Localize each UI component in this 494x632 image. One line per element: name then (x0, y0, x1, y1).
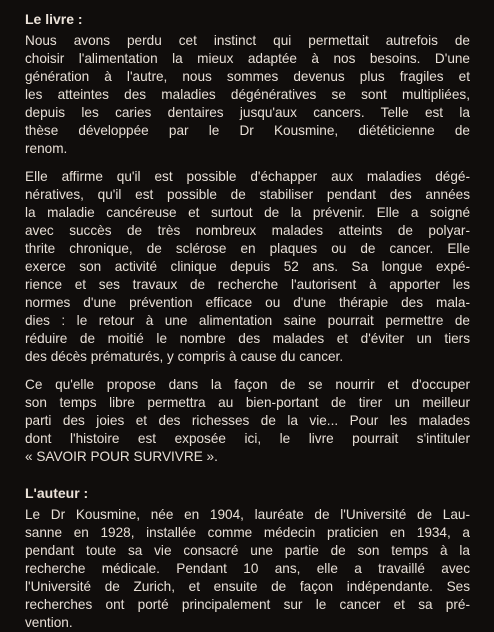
text-line: sanne en 1928, installée comme médecin praticien en 1934, a (25, 525, 470, 540)
book-paragraph-1 (25, 32, 470, 158)
text-line: normes d'une prévention efficace ou d'une thérapie des mala- (25, 295, 470, 310)
text-line: réduire de moitié le nombre des malades et d'éviter un tiers (25, 331, 470, 346)
text-line: la maladie cancéreuse et surtout de la prévenir. Elle a soigné (25, 205, 470, 220)
text-line: choisir l'alimentation la mieux adaptée à nos besoins. D'une (25, 51, 470, 66)
text-line: l'Université de Zurich, et ensuite de façon indépendante. Ses (25, 579, 470, 594)
text-line: génération à l'autre, nous sommes devenus plus fragiles et (25, 69, 470, 84)
text-line: Nous avons perdu cet instinct qui permettait autrefois de (25, 33, 470, 48)
text-line: nératives, qu'il est possible de stabiliser pendant des années (25, 187, 470, 202)
text-line: des décès prématurés, y compris à cause du cancer. (25, 349, 344, 364)
text-line: vention. (25, 615, 73, 630)
book-heading: Le livre : (25, 11, 83, 27)
text-line: depuis les caries dentaires jusqu'aux cancers. Telle est la (25, 105, 470, 120)
text-line: Ce qu'elle propose dans la façon de se nourrir et d'occuper (25, 377, 470, 392)
text-line: « SAVOIR POUR SURVIVRE ». (25, 449, 218, 464)
text-line: dont l'histoire est exposée ici, le livre pourrait s'intituler (25, 431, 470, 446)
text-line: rience et ses travaux de recherche l'autorisent à apporter les (25, 277, 470, 292)
text-line: parti des joies et des richesses de la vie... Pour les malades (25, 413, 470, 428)
text-line: son temps libre permettra au bien-portant de tirer un meilleur (25, 395, 470, 410)
text-line: dies : le retour à une alimentation saine pourrait permettre de (25, 313, 470, 328)
text-line: thèse développée par le Dr Kousmine, diététicienne de (25, 123, 470, 138)
book-paragraph-2 (25, 168, 470, 366)
text-line: recherches ont porté principalement sur le cancer et sa pré- (25, 597, 470, 612)
text-line: recherche médicale. Pendant 10 ans, elle a travaillé avec (25, 561, 470, 576)
text-line: thrite chronique, de sclérose en plaques ou de cancer. Elle (25, 241, 470, 256)
book-paragraph-3 (25, 376, 470, 466)
text-line: pendant toute sa vie consacré une partie de son temps à la (25, 543, 470, 558)
text-line: Le Dr Kousmine, née en 1904, lauréate de l'Université de Lau- (25, 507, 470, 522)
text-line: Elle affirme qu'il est possible d'échapper aux maladies dégé- (25, 169, 470, 184)
text-line: exerce son activité clinique depuis 52 ans. Sa longue expé- (25, 259, 470, 274)
text-line: avec succès de très nombreux malades atteints de polyar- (25, 223, 470, 238)
author-heading: L'auteur : (25, 485, 89, 501)
author-paragraph-1 (25, 506, 470, 632)
text-line: renom. (25, 141, 68, 156)
text-line: les atteintes des maladies dégénératives se sont multipliées, (25, 87, 470, 102)
